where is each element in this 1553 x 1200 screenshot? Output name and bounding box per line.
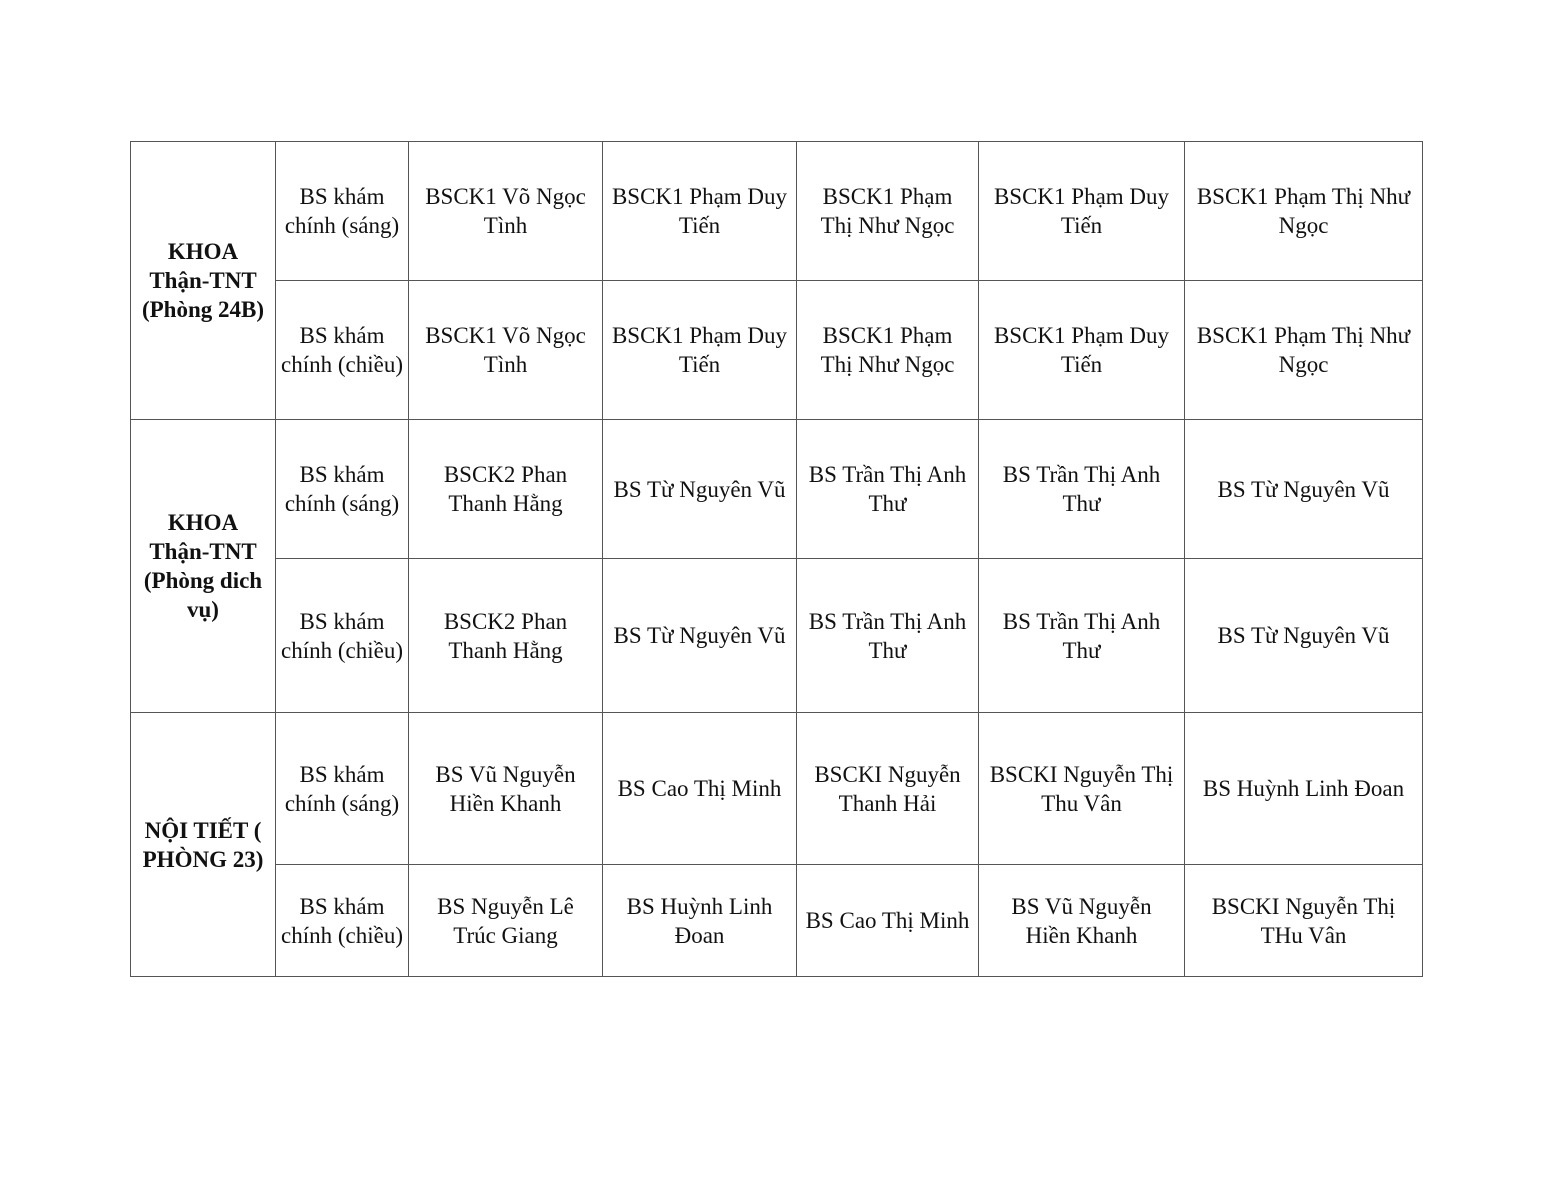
- department-cell: KHOA Thận-TNT (Phòng dich vụ): [131, 420, 276, 713]
- doctor-cell: BS Trần Thị Anh Thư: [979, 420, 1185, 559]
- shift-cell: BS khám chính (chiều): [276, 865, 409, 977]
- shift-cell: BS khám chính (sáng): [276, 420, 409, 559]
- doctor-cell: BSCK2 Phan Thanh Hằng: [409, 420, 603, 559]
- doctor-cell: BS Từ Nguyên Vũ: [603, 420, 797, 559]
- schedule-table: [130, 141, 1423, 977]
- doctor-cell: BSCK1 Võ Ngọc Tình: [409, 142, 603, 281]
- table-row: [131, 559, 1423, 713]
- doctor-cell: BSCK1 Phạm Duy Tiến: [603, 142, 797, 281]
- doctor-cell: BSCKI Nguyễn Thị Thu Vân: [979, 713, 1185, 865]
- doctor-cell: BSCK1 Phạm Thị Như Ngọc: [797, 142, 979, 281]
- doctor-cell: BSCK1 Phạm Thị Như Ngọc: [1185, 281, 1423, 420]
- shift-cell: BS khám chính (sáng): [276, 142, 409, 281]
- doctor-cell: BS Nguyễn Lê Trúc Giang: [409, 865, 603, 977]
- doctor-cell: BSCK1 Phạm Duy Tiến: [979, 281, 1185, 420]
- doctor-cell: BSCK1 Phạm Thị Như Ngọc: [1185, 142, 1423, 281]
- doctor-cell: BSCK1 Phạm Duy Tiến: [603, 281, 797, 420]
- doctor-cell: BS Trần Thị Anh Thư: [979, 559, 1185, 713]
- table-row: [131, 865, 1423, 977]
- doctor-cell: BS Từ Nguyên Vũ: [1185, 559, 1423, 713]
- shift-cell: BS khám chính (chiều): [276, 281, 409, 420]
- table-row: [131, 713, 1423, 865]
- doctor-cell: BSCKI Nguyễn Thanh Hải: [797, 713, 979, 865]
- doctor-cell: BS Huỳnh Linh Đoan: [603, 865, 797, 977]
- doctor-cell: BS Vũ Nguyễn Hiền Khanh: [979, 865, 1185, 977]
- doctor-cell: BS Vũ Nguyễn Hiền Khanh: [409, 713, 603, 865]
- doctor-cell: BS Cao Thị Minh: [603, 713, 797, 865]
- shift-cell: BS khám chính (sáng): [276, 713, 409, 865]
- doctor-cell: BSCK1 Phạm Thị Như Ngọc: [797, 281, 979, 420]
- doctor-cell: BS Trần Thị Anh Thư: [797, 559, 979, 713]
- shift-cell: BS khám chính (chiều): [276, 559, 409, 713]
- department-cell: KHOA Thận-TNT (Phòng 24B): [131, 142, 276, 420]
- table-row: [131, 420, 1423, 559]
- doctor-cell: BSCK1 Võ Ngọc Tình: [409, 281, 603, 420]
- doctor-cell: BSCK2 Phan Thanh Hằng: [409, 559, 603, 713]
- doctor-cell: BS Huỳnh Linh Đoan: [1185, 713, 1423, 865]
- doctor-cell: BS Trần Thị Anh Thư: [797, 420, 979, 559]
- doctor-cell: BS Từ Nguyên Vũ: [1185, 420, 1423, 559]
- doctor-cell: BSCK1 Phạm Duy Tiến: [979, 142, 1185, 281]
- doctor-cell: BS Cao Thị Minh: [797, 865, 979, 977]
- department-cell: NỘI TIẾT ( PHÒNG 23): [131, 713, 276, 977]
- doctor-cell: BSCKI Nguyễn Thị THu Vân: [1185, 865, 1423, 977]
- table-row: [131, 281, 1423, 420]
- doctor-cell: BS Từ Nguyên Vũ: [603, 559, 797, 713]
- table-row: [131, 142, 1423, 281]
